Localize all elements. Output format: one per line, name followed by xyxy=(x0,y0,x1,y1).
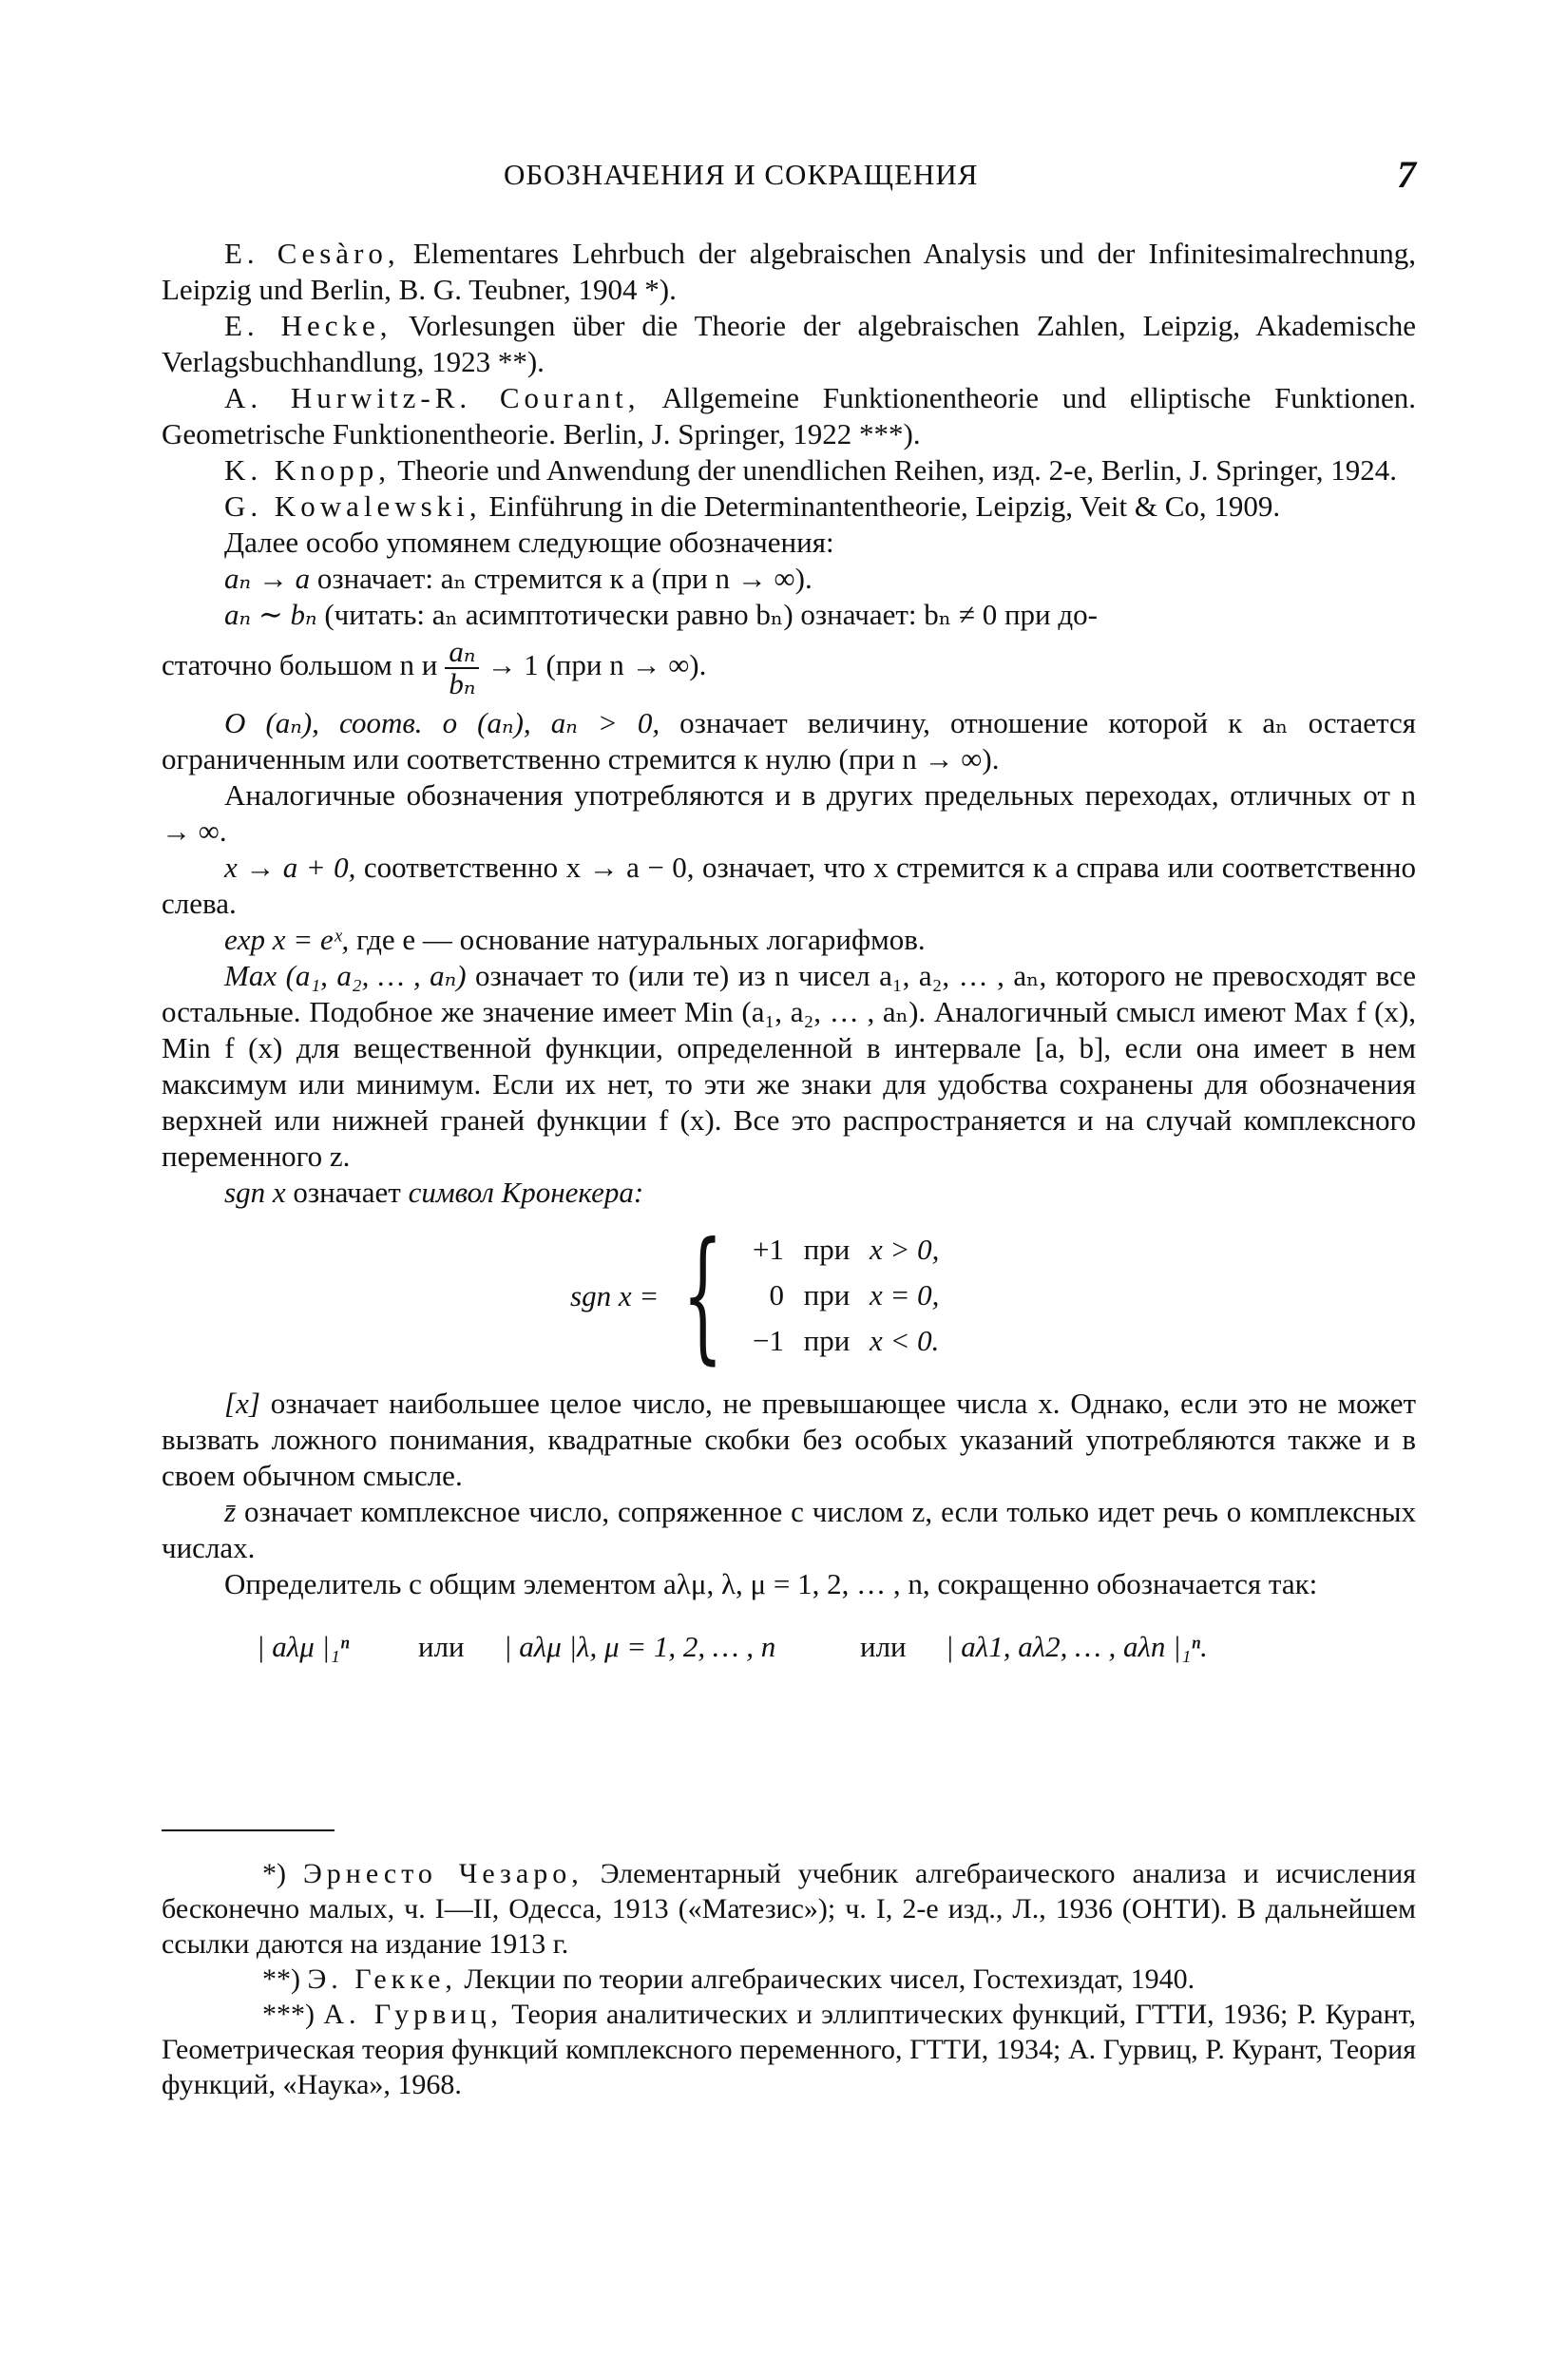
formula: x → a + 0, xyxy=(224,851,356,884)
determinant-or: или xyxy=(418,1630,465,1663)
footnote-text: Элементарный учебник алгебраического анализа и исчисления бесконечно малых, ч. I—II, Одесса, 1913 («Матезис»); ч. I, 2-е изд., Л., 1936 (ОНТИ). В дальнейшем ссылки даются на издание 1913 г. xyxy=(162,1858,1417,1960)
formula: exp x = eˣ, xyxy=(224,923,350,956)
case-condition: x = 0, xyxy=(870,1278,940,1312)
sgn-lhs: sgn x = xyxy=(570,1279,660,1312)
formula: z̄ xyxy=(224,1495,237,1528)
determinant-form: | aλμ |λ, μ = 1, 2, … , n xyxy=(504,1630,776,1663)
determinant-form: | aλ1, aλ2, … , aλn |₁ⁿ. xyxy=(946,1630,1208,1663)
reference-author: E. Hecke, xyxy=(224,309,392,342)
case-condition: x < 0. xyxy=(870,1324,940,1357)
sgn-formula xyxy=(162,1213,1416,1378)
reference-author: K. Knopp, xyxy=(224,453,392,487)
sgn-case-negative xyxy=(717,1323,1098,1359)
notations-intro: Далее особо упомянем следующие обозначения: xyxy=(224,526,834,559)
reference-author: A. Hurwitz-R. Courant, xyxy=(224,381,641,414)
notation-max xyxy=(162,958,1416,1175)
notation-exp xyxy=(162,922,1416,958)
case-word: при xyxy=(803,1278,851,1312)
reference-cesaro xyxy=(162,236,1416,308)
reference-text: Allgemeine Funktionentheorie und elliptische Funktionen. Geometrische Funktionentheorie. Berlin, J. Springer, 1922 ***). xyxy=(162,381,1416,450)
determinant-forms xyxy=(162,1623,1416,1673)
reference-text: Einführung in die Determinantentheorie, Leipzig, Veit & Co, 1909. xyxy=(481,489,1281,523)
footnote-mark: *) xyxy=(262,1858,286,1889)
running-title: ОБОЗНАЧЕНИЯ И СОКРАЩЕНИЯ xyxy=(504,158,979,191)
emphasis: символ Кронекера: xyxy=(408,1176,644,1209)
sgn-case-zero xyxy=(717,1277,1098,1313)
notation-one-sided xyxy=(162,850,1416,922)
footnote xyxy=(162,1997,1416,2102)
ratio-fraction xyxy=(445,637,479,699)
reference-text: Vorlesungen über die Theorie der algebraischen Zahlen, Leipzig, Akademische Verlagsbuchhandlung, 1923 **). xyxy=(162,309,1416,378)
reference-text: Elementares Lehrbuch der algebraischen Analysis und der Infinitesimalrechnung, Leipzig und Berlin, B. G. Teubner, 1904 *). xyxy=(162,237,1416,306)
notation-text: означает комплексное число, сопряженное с числом z, если только идет речь о комплексных числах. xyxy=(162,1495,1416,1564)
notation-determinant: Определитель с общим элементом aλμ, λ, μ = 1, 2, … , n, сокращенно обозначается так: xyxy=(224,1567,1318,1600)
formula: sgn x xyxy=(224,1176,286,1209)
formula: aₙ → a xyxy=(224,562,311,595)
reference-knopp xyxy=(162,452,1416,488)
left-brace-icon: { xyxy=(682,1213,723,1378)
case-value: +1 xyxy=(753,1233,784,1266)
notation-text: означает величину, отношение которой к aₙ остается ограниченным или соответственно стремится к нулю (при n → ∞). xyxy=(162,706,1416,775)
footnote-author: А. Гурвиц, xyxy=(323,1999,503,2030)
notation-text: означает xyxy=(285,1176,409,1209)
footnotes xyxy=(162,1856,1416,2102)
notation-text: означает наибольшее целое число, не превышающее числа x. Однако, если это не может вызвать ложного понимания, квадратные скобки без особых указаний употребляются также и в своем обычном смысле. xyxy=(162,1387,1416,1492)
notation-asymptotic xyxy=(162,597,1416,633)
reference-hecke xyxy=(162,308,1416,380)
notation-similar: Аналогичные обозначения употребляются и в других предельных переходах, отличных от n → ∞. xyxy=(162,778,1416,848)
determinant-or: или xyxy=(860,1630,907,1663)
notation-text: статочно большом n и xyxy=(162,648,438,682)
footnote-mark: **) xyxy=(262,1963,300,1995)
notation-text: где e — основание натуральных логарифмов. xyxy=(349,923,926,956)
case-word: при xyxy=(803,1233,851,1266)
notation-text: означает: aₙ стремится к a (при n → ∞). xyxy=(310,562,813,595)
page-body xyxy=(162,236,1416,1680)
fraction-numerator: aₙ xyxy=(445,637,479,669)
case-word: при xyxy=(803,1324,851,1357)
footnote-text: Лекции по теории алгебраических чисел, Гостехиздат, 1940. xyxy=(456,1963,1195,1995)
formula: Max (a₁, a₂, … , aₙ) xyxy=(224,959,467,992)
notation-asymptotic-continued xyxy=(162,637,1416,699)
footnote xyxy=(162,1962,1416,1997)
footnote-author: Э. Гекке, xyxy=(307,1963,457,1995)
formula: aₙ ∼ bₙ xyxy=(224,598,317,631)
reference-author: G. Kowalewski, xyxy=(224,489,482,523)
footnote-author: Эрнесто Чезаро, xyxy=(302,1858,583,1889)
page-number: 7 xyxy=(1397,153,1416,196)
footnote-text: Теория аналитических и эллиптических функций, ГТТИ, 1936; Р. Курант, Геометрическая теория функций комплексного переменного, ГТТИ, 1934; А. Гурвиц, Р. Курант, Теория функций, «Наука», 1968. xyxy=(162,1999,1417,2100)
footnote xyxy=(162,1856,1416,1962)
fraction-denominator: bₙ xyxy=(449,667,476,700)
case-value: 0 xyxy=(769,1278,784,1312)
notation-text: соответственно x → a − 0, означает, что x стремится к a справа или соответственно слева. xyxy=(162,851,1416,920)
notation-text: (читать: aₙ асимптотически равно bₙ) означает: bₙ ≠ 0 при до- xyxy=(316,598,1098,631)
reference-text: Theorie und Anwendung der unendlichen Reihen, изд. 2-е, Berlin, J. Springer, 1924. xyxy=(391,453,1398,487)
notation-big-o xyxy=(162,705,1416,777)
notation-text: → 1 (при n → ∞). xyxy=(487,648,707,682)
notation-conjugate xyxy=(162,1494,1416,1566)
case-value: −1 xyxy=(753,1324,784,1357)
notation-floor xyxy=(162,1386,1416,1494)
reference-author: E. Cesàro, xyxy=(224,237,400,270)
case-condition: x > 0, xyxy=(870,1233,940,1266)
formula: O (aₙ), соотв. o (aₙ), aₙ > 0, xyxy=(224,706,660,739)
page-header xyxy=(162,152,1416,200)
notation-sgn xyxy=(162,1175,1416,1211)
notation-limit xyxy=(162,561,1416,597)
sgn-case-positive xyxy=(717,1232,1098,1268)
reference-kowalewski xyxy=(162,488,1416,525)
footnote-mark: ***) xyxy=(262,1999,315,2030)
determinant-form: | aλμ |₁ⁿ xyxy=(257,1630,350,1663)
notation-text: означает то (или те) из n чисел a₁, a₂, … , aₙ, которого не превосходят все остальные. Подобное же значение имеет Min (a₁, a₂, … , aₙ). Аналогичный смысл имеют Max f (x), Min f (x) для вещественной функции, определенной в интервале [a, b], если она имеет в нем максимум или минимум. Если их нет, то эти же знаки для удобства сохранены для обозначения верхней или нижней граней функции f (x). Все это распространяется и на случай комплексного переменного z. xyxy=(162,959,1416,1173)
footnote-divider xyxy=(162,1829,335,1831)
formula: [x] xyxy=(224,1387,260,1420)
reference-hurwitz-courant xyxy=(162,380,1416,452)
